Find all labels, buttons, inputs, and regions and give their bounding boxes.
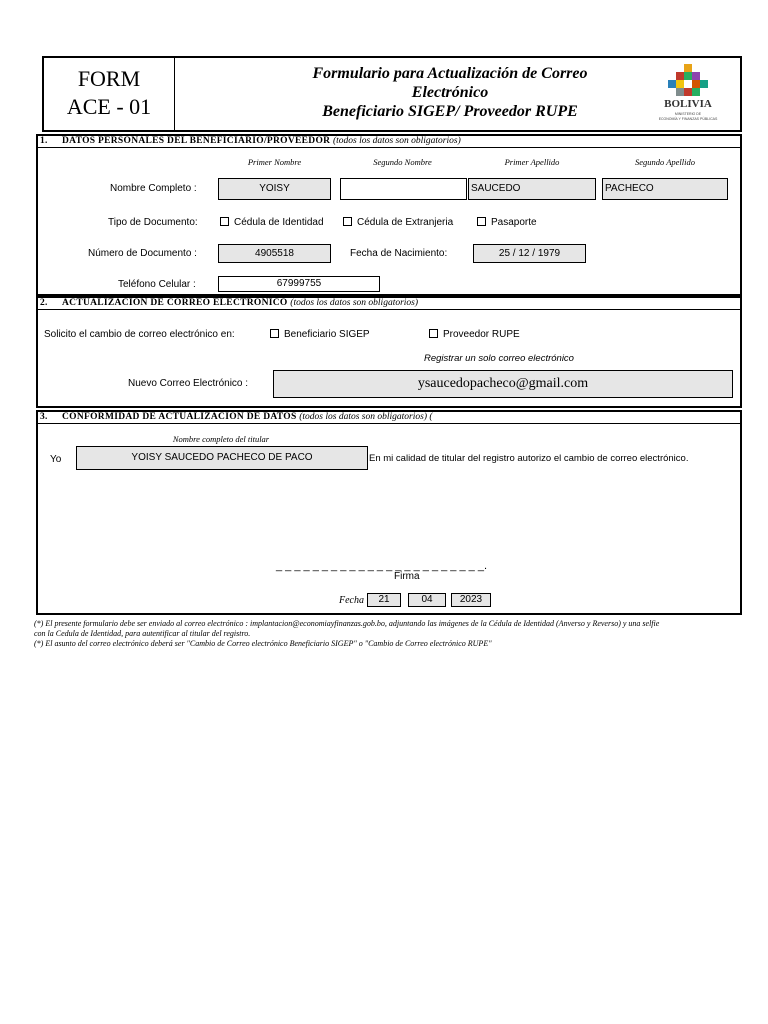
option-beneficiario-sigep[interactable]	[270, 329, 370, 340]
logo-subtext-2: ECONOMÍA Y FINANZAS PÚBLICAS	[658, 117, 718, 121]
section3-note: (todos los datos son obligatorios) (	[299, 412, 433, 422]
option-pasaporte[interactable]	[477, 217, 537, 228]
autorizo-text: En mi calidad de titular del registro autorizo el cambio de correo electrónico.	[369, 453, 689, 464]
col-head-primer-nombre: Primer Nombre	[247, 157, 302, 167]
col-head-primer-apellido: Primer Apellido	[504, 157, 560, 167]
section2-title-text: ACTUALIZACION DE CORREO ELECTRONICO	[62, 298, 288, 308]
numero-documento-field[interactable]: 4905518	[218, 244, 331, 263]
form-code-line2: ACE - 01	[66, 94, 152, 119]
footnote-line2: con la Cedula de Identidad, para autentificar al titular del registro.	[34, 629, 251, 638]
footnote-line1: (*) El presente formulario debe ser enviado al correo electrónico : implantacion@economiayfinanzas.gob.bo, adjuntando las imágenes de la Cédula de Identidad (Anverso y Reverso) y una selfie	[34, 619, 660, 628]
yo-label: Yo	[50, 454, 62, 465]
firma-label: Firma	[394, 571, 420, 582]
tipo-documento-label: Tipo de Documento:	[108, 217, 198, 228]
option-pasaporte-label: Pasaporte	[491, 217, 537, 228]
telefono-field[interactable]: 67999755	[218, 276, 380, 292]
telefono-label: Teléfono Celular :	[118, 279, 196, 290]
footnote-line3: (*) El asunto del correo electrónico deberá ser "Cambio de Correo electrónico Beneficiario SIGEP" o "Cambio de Correo electrónico RUPE"	[34, 639, 492, 648]
fecha-nacimiento-field[interactable]: 25 / 12 / 1979	[473, 244, 586, 263]
logo-subtext-1: MINISTERIO DE	[674, 112, 702, 116]
option-proveedor-rupe-label: Proveedor RUPE	[443, 329, 520, 340]
col-head-segundo-apellido: Segundo Apellido	[634, 157, 696, 167]
form-title-line2: Electrónico	[411, 84, 489, 101]
primer-nombre-field[interactable]: YOISY	[218, 178, 331, 200]
section2-title	[62, 298, 418, 308]
fecha-label: Fecha	[339, 595, 364, 606]
registrar-hint: Registrar un solo correo electrónico	[424, 353, 574, 364]
checkbox-icon[interactable]	[220, 217, 229, 226]
logo-text: BOLIVIA	[664, 98, 712, 110]
segundo-apellido-field[interactable]: PACHECO	[602, 178, 728, 200]
nombre-titular-head: Nombre completo del titular	[172, 434, 270, 444]
fecha-dia-field[interactable]: 21	[367, 593, 401, 607]
nuevo-correo-label: Nuevo Correo Electrónico :	[128, 378, 249, 389]
nombre-completo-label: Nombre Completo :	[110, 183, 197, 194]
firma-line: _ _ _ _ _ _ _ _ _ _ _ _ _ _ _ _ _ _ _ _ _ _ _.	[276, 560, 487, 572]
checkbox-icon[interactable]	[429, 329, 438, 338]
form-title-line3: Beneficiario SIGEP/ Proveedor RUPE	[322, 103, 578, 120]
section3-title-text: CONFORMIDAD DE ACTUALIZACION DE DATOS	[62, 412, 297, 422]
ministry-logo	[648, 60, 728, 128]
nuevo-correo-field[interactable]: ysaucedopacheco@gmail.com	[273, 370, 733, 398]
section1-note: (todos los datos son obligatorios)	[333, 136, 461, 146]
section2-note: (todos los datos son obligatorios)	[290, 298, 419, 308]
fecha-anio-field[interactable]: 2023	[451, 593, 491, 607]
nombre-titular-field[interactable]: YOISY SAUCEDO PACHECO DE PACO	[76, 446, 368, 470]
checkbox-icon[interactable]	[270, 329, 279, 338]
section2-number: 2.	[40, 298, 48, 308]
section1-title	[62, 136, 461, 146]
segundo-nombre-field[interactable]	[340, 178, 467, 200]
numero-documento-label: Número de Documento :	[88, 248, 197, 259]
option-proveedor-rupe[interactable]	[429, 329, 520, 340]
col-head-segundo-nombre: Segundo Nombre	[373, 157, 432, 167]
section1-number: 1.	[40, 136, 48, 146]
section3-title	[62, 412, 433, 422]
checkbox-icon[interactable]	[477, 217, 486, 226]
form-code-line1: FORM	[77, 66, 141, 91]
checkbox-icon[interactable]	[343, 217, 352, 226]
form-title-line1: Formulario para Actualización de Correo	[312, 65, 588, 82]
fecha-mes-field[interactable]: 04	[408, 593, 446, 607]
option-cedula-extranjeria-label: Cédula de Extranjeria	[357, 217, 454, 228]
primer-apellido-field[interactable]: SAUCEDO	[468, 178, 596, 200]
option-cedula-identidad[interactable]	[220, 217, 324, 228]
section3-number: 3.	[40, 412, 48, 422]
ministry-logo-icon	[648, 60, 728, 100]
solicito-label: Solicito el cambio de correo electrónico en:	[44, 329, 235, 340]
option-beneficiario-sigep-label: Beneficiario SIGEP	[284, 329, 370, 340]
section1-title-text: DATOS PERSONALES DEL BENEFICIARIO/PROVEEDOR	[62, 136, 331, 146]
option-cedula-extranjeria[interactable]	[343, 217, 453, 228]
option-cedula-identidad-label: Cédula de Identidad	[234, 217, 324, 228]
fecha-nacimiento-label: Fecha de Nacimiento:	[350, 248, 448, 259]
